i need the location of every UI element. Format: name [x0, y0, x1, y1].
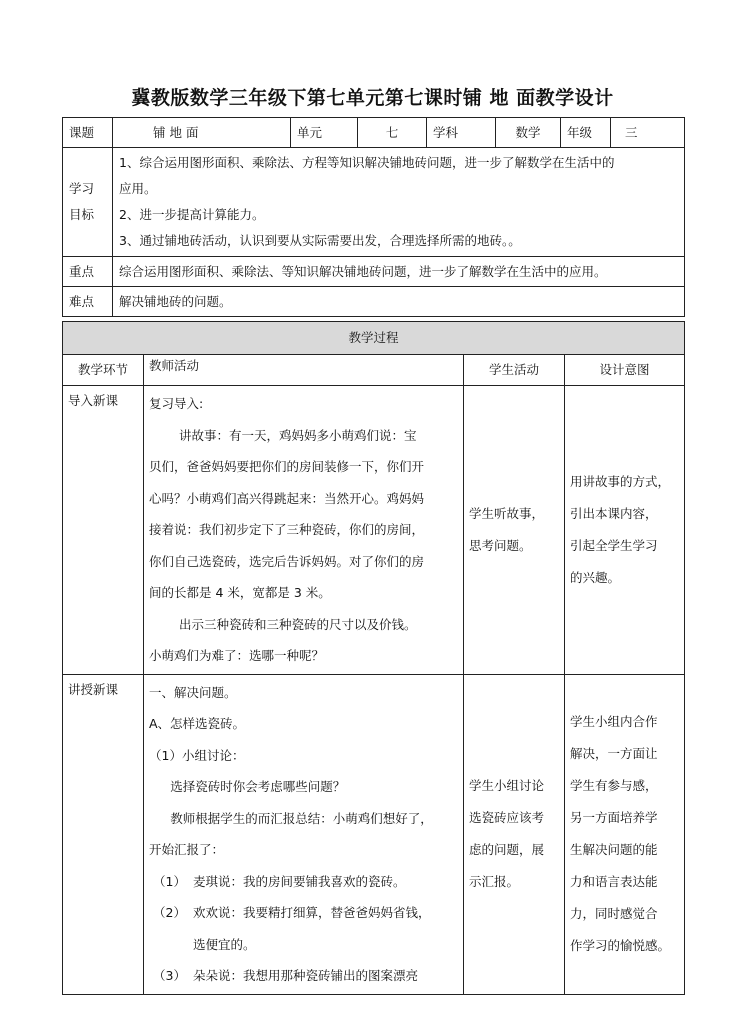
unit-value: 七	[358, 118, 427, 148]
report-item-text: 欢欢说：我要精打细算，替爸爸妈妈省钱，	[193, 905, 431, 920]
teacher-line: 教师根据学生的而汇报总结：小萌鸡们想好了，	[170, 810, 433, 826]
report-item-number: （3）	[153, 968, 186, 983]
process-heading: 教学过程	[63, 322, 685, 355]
teacher-line: 贝们，爸爸妈妈要把你们的房间装修一下，你们开	[149, 459, 425, 474]
intent-line: 解决，一方面让	[570, 746, 658, 761]
column-intent: 设计意图	[565, 355, 685, 386]
intent-line: 用讲故事的方式，	[570, 473, 671, 489]
difficulty-value: 解决铺地砖的问题。	[113, 287, 685, 317]
teacher-line: 接着说：我们初步定下了三种瓷砖，你们的房间，	[149, 522, 425, 537]
teacher-line: （1）小组讨论：	[149, 747, 245, 763]
key-point-label: 重点	[63, 257, 113, 287]
info-table	[62, 117, 685, 317]
grade-label: 年级	[561, 118, 611, 148]
goal-line: 3、通过铺地砖活动，认识到要从实际需要出发，合理选择所需的地砖。。	[119, 233, 521, 248]
intent-line: 另一方面培养学	[570, 810, 658, 825]
basic-info-row	[63, 118, 685, 148]
intent-line: 力，同时感觉合	[570, 906, 658, 921]
intent-line: 学生小组内合作	[570, 714, 658, 729]
student-line: 思考问题。	[469, 537, 532, 553]
teacher-line: 开始汇报了：	[149, 842, 225, 857]
report-item-text: 选便宜的。	[193, 936, 256, 952]
intent-line: 学生有参与感，	[570, 778, 658, 793]
unit-label: 单元	[291, 118, 358, 148]
goals-row	[63, 148, 685, 257]
intro-design-intent	[565, 386, 685, 675]
key-point-value: 综合运用图形面积、乘除法、等知识解决铺地砖问题，进一步了解数学在生活中的应用。	[113, 257, 685, 287]
report-item	[149, 960, 458, 992]
topic-value: 铺 地 面	[113, 118, 291, 148]
topic-label: 课题	[63, 118, 113, 148]
student-line: 选瓷砖应该考	[469, 810, 545, 825]
subject-value: 数学	[496, 118, 561, 148]
process-heading-row	[63, 322, 685, 355]
student-line: 学生小组讨论	[469, 778, 545, 793]
intent-line: 作学习的愉悦感。	[570, 938, 671, 953]
column-student: 学生活动	[464, 355, 565, 386]
goals-label	[63, 148, 113, 257]
key-point-row	[63, 257, 685, 287]
intro-row	[63, 386, 685, 675]
difficulty-row	[63, 287, 685, 317]
student-line: 虑的问题，展	[469, 842, 545, 857]
goals-label-line1: 学习	[69, 181, 95, 196]
goal-line: 应用。	[119, 181, 157, 196]
subject-label: 学科	[427, 118, 496, 148]
teacher-line: 小萌鸡们为难了：选哪一种呢？	[149, 648, 325, 663]
lesson-plan-sheet	[62, 117, 684, 995]
column-stage: 教学环节	[63, 355, 144, 386]
goal-line: 1、综合运用图形面积、乘除法、方程等知识解决铺地砖问题，进一步了解数学在生活中的	[119, 155, 615, 170]
report-item-continuation	[149, 929, 458, 961]
intent-line: 引出本课内容，	[570, 505, 658, 521]
teacher-line: A、怎样选瓷砖。	[149, 716, 246, 731]
new-lesson-student-activity	[464, 674, 565, 994]
new-lesson-row	[63, 674, 685, 994]
intro-stage: 导入新课	[63, 386, 144, 675]
report-item	[149, 866, 458, 898]
new-lesson-teacher-activity	[144, 674, 464, 994]
goals-content	[113, 148, 685, 257]
report-item-number: （2）	[153, 905, 186, 920]
teacher-line: 复习导入:	[149, 396, 204, 411]
intent-line: 生解决问题的能	[570, 842, 658, 857]
intro-student-activity	[464, 386, 565, 675]
intent-line: 引起全学生学习	[570, 537, 658, 553]
process-columns-row	[63, 355, 685, 386]
difficulty-label: 难点	[63, 287, 113, 317]
teacher-line: 心吗？小萌鸡们高兴得跳起来：当然开心。鸡妈妈	[149, 490, 425, 506]
report-item	[149, 897, 458, 929]
goals-label-line2: 目标	[69, 207, 95, 222]
intro-teacher-activity	[144, 386, 464, 675]
process-table	[62, 321, 685, 995]
teacher-line: 一、解决问题。	[149, 684, 237, 700]
teacher-line: 讲故事：有一天，鸡妈妈多小萌鸡们说：宝	[179, 427, 417, 443]
grade-value: 三	[611, 118, 685, 148]
teacher-line: 间的长都是 4 米，宽都是 3 米。	[149, 585, 331, 600]
teacher-line: 你们自己选瓷砖，选完后告诉妈妈。对了你们的房	[149, 553, 425, 569]
teacher-line: 出示三种瓷砖和三种瓷砖的尺寸以及价钱。	[179, 616, 417, 632]
intent-line: 力和语言表达能	[570, 874, 658, 889]
column-teacher: 教师活动	[144, 355, 464, 386]
document-title: 冀教版数学三年级下第七单元第七课时铺 地 面教学设计	[131, 87, 614, 109]
new-lesson-design-intent	[565, 674, 685, 994]
goal-line: 2、进一步提高计算能力。	[119, 207, 265, 222]
report-item-text: 麦琪说：我的房间要铺我喜欢的瓷砖。	[193, 873, 406, 889]
report-item-text: 朵朵说：我想用那种瓷砖铺出的图案漂亮	[193, 968, 419, 983]
new-lesson-stage: 讲授新课	[63, 674, 144, 994]
student-line: 学生听故事，	[469, 505, 545, 521]
student-line: 示汇报。	[469, 874, 520, 889]
teacher-line: 选择瓷砖时你会考虑哪些问题？	[170, 779, 346, 794]
intent-line: 的兴趣。	[570, 569, 621, 585]
report-item-number: （1）	[153, 873, 186, 889]
